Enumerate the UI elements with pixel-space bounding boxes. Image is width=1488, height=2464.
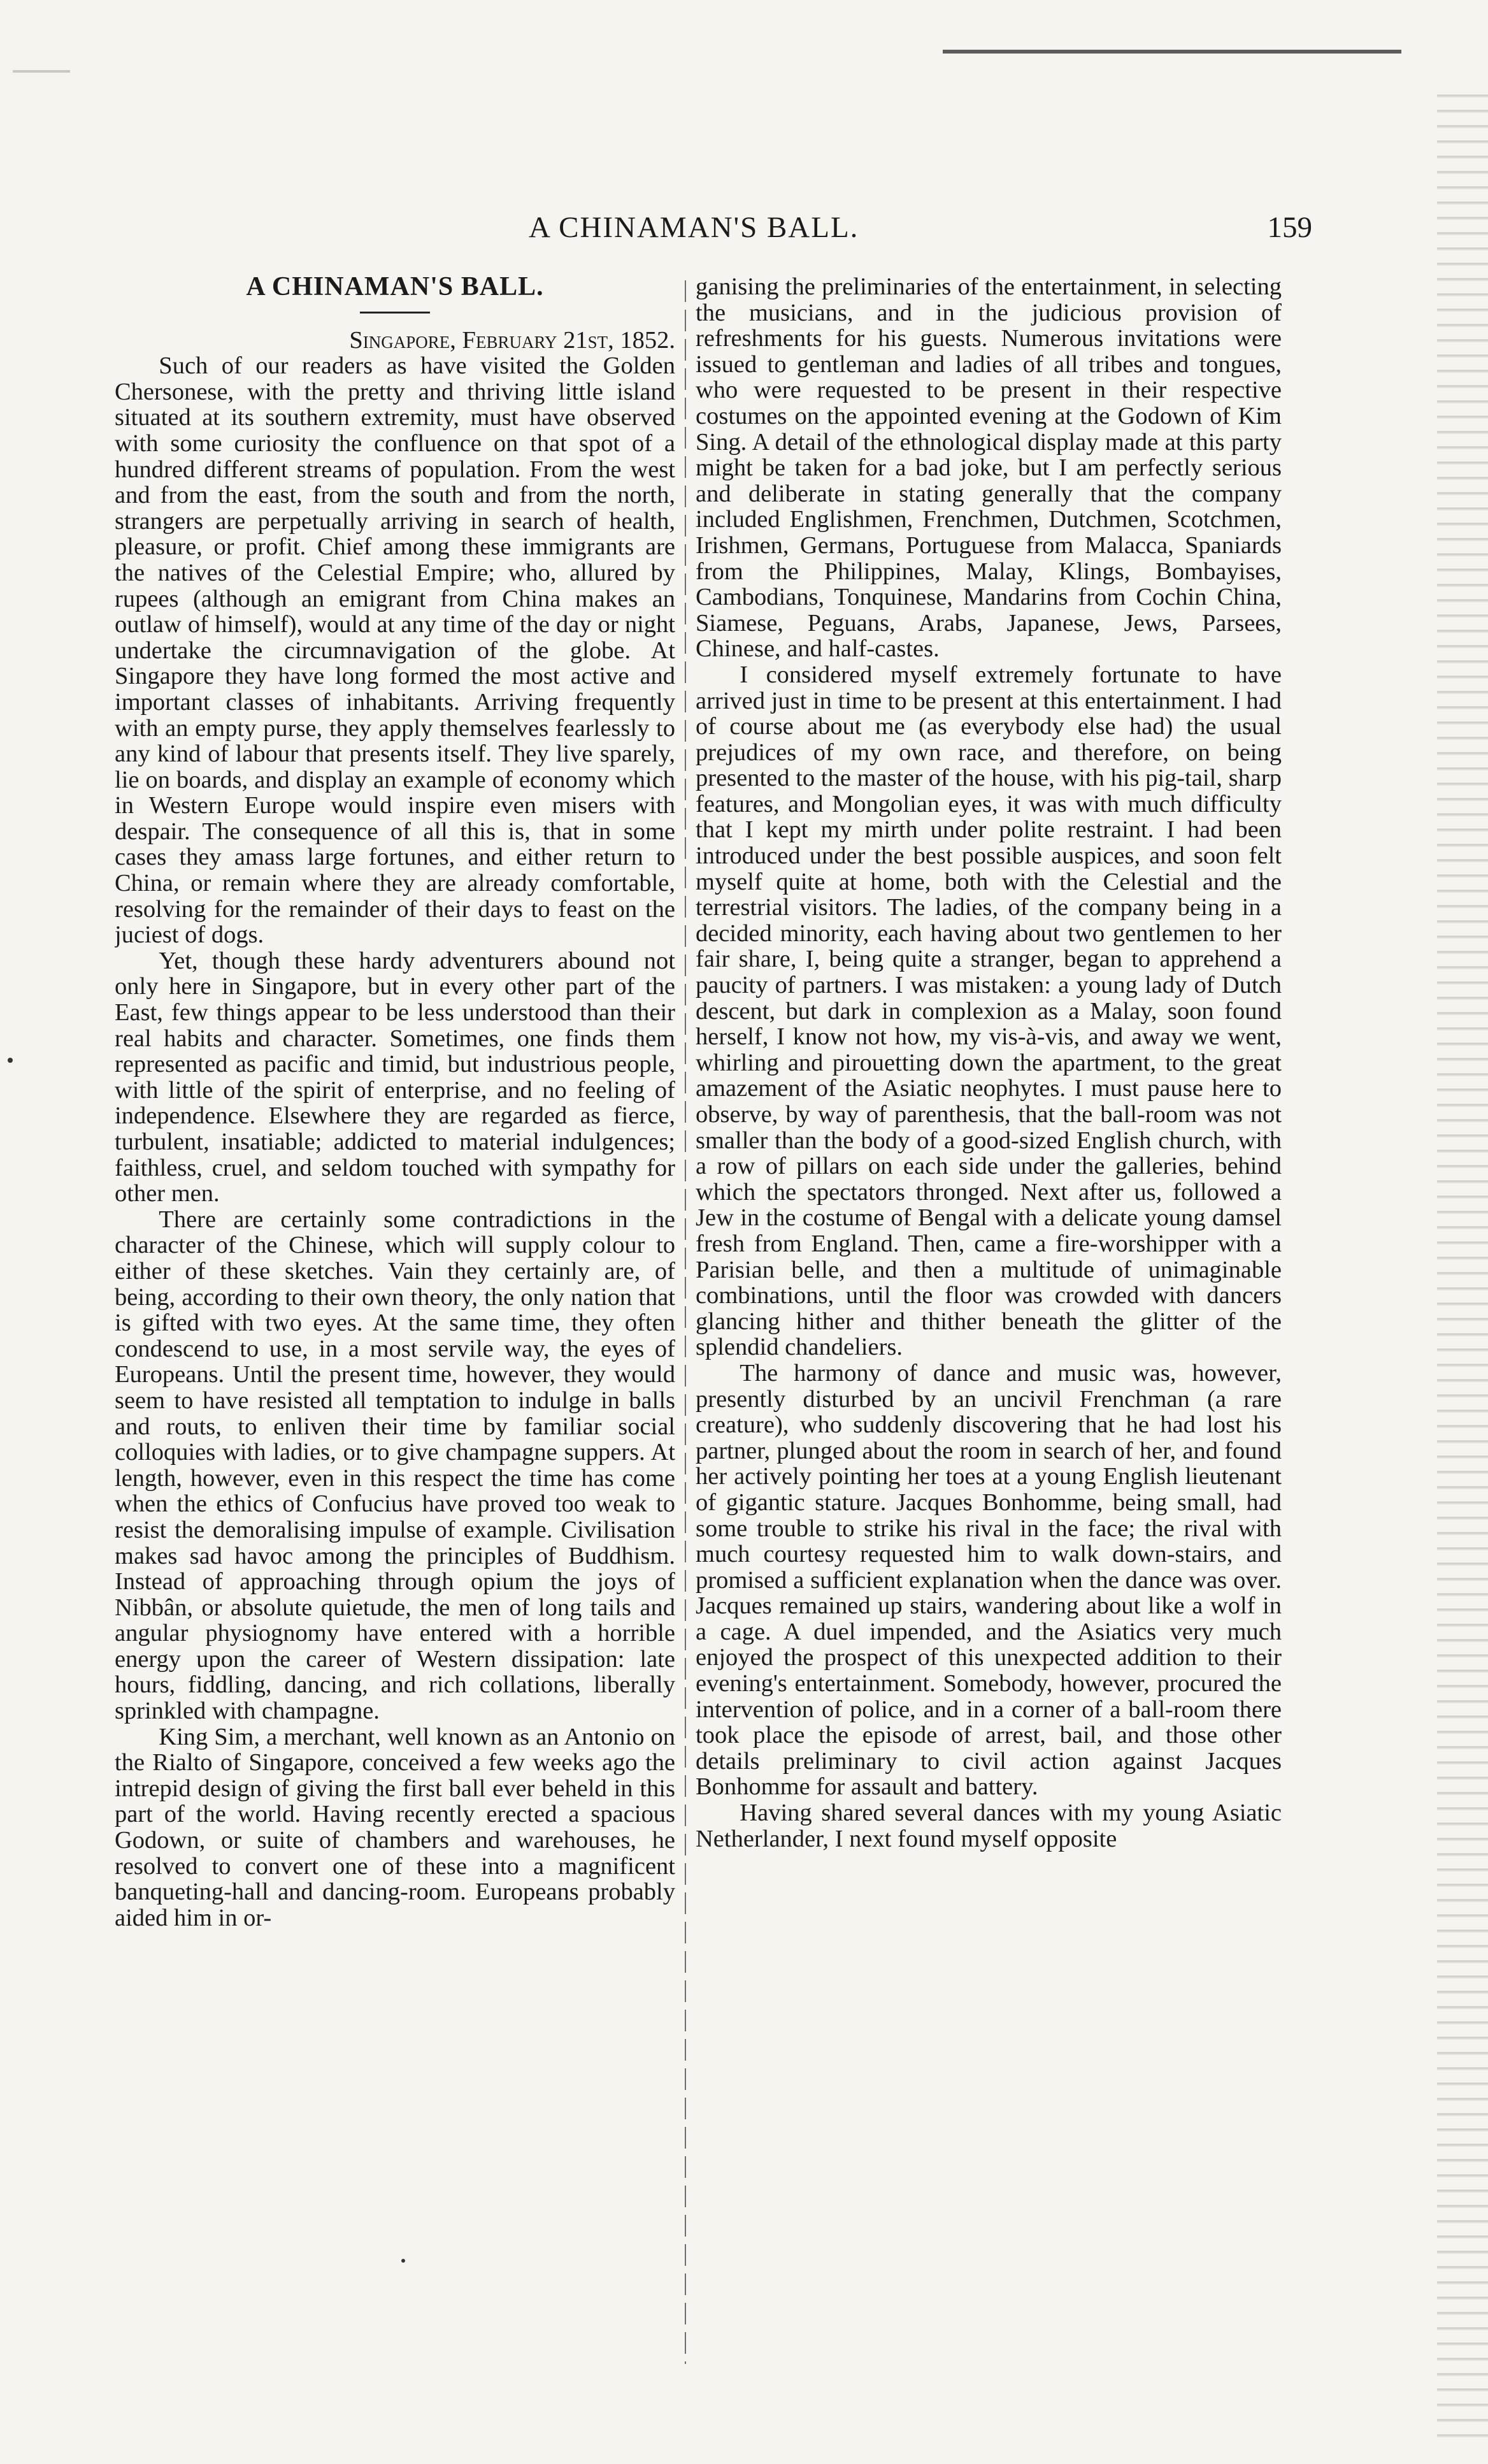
paragraph: There are certainly some contradictions in the character of the Chinese, which will supply colour to either of these sketches. Vain they certainly are, of being, according to their own theory, the only nation that is gifted with two eyes. At the same time, they often condescend to use, in a most servile way, the eyes of Europeans. Until the present time, however, they would seem to have resisted all temptation to indulge in balls and routs, to enliven their time by familiar social colloquies with ladies, or to give champagne suppers. At length, however, even in this respect the time has come when the ethics of Confucius have proved too weak to resist the demoralising impulse of example. Civilisation makes sad havoc among the principles of Buddhism. Instead of approaching through opium the joys of Nibbân, or absolute quietude, the men of long tails and angular physiognomy have entered with a horrible energy upon the career of Western dissipation: late hours, fiddling, dancing, and rich collations, liberally sprinkled with champagne. xyxy=(115,1206,675,1725)
running-head xyxy=(115,210,1312,255)
left-column xyxy=(115,274,675,2415)
scan-rule-mark xyxy=(943,50,1401,54)
right-column xyxy=(696,274,1282,2415)
scan-speck xyxy=(13,70,70,73)
paragraph: The harmony of dance and music was, however, presently disturbed by an uncivil Frenchman (a rare creature), who suddenly discovering that he had lost his partner, plunged about the room in search of her, and found her actively pointing her toes at a young English lieutenant of gigantic stature. Jacques Bonhomme, being small, had some trouble to strike his rival in the face; the rival with much courtesy requested him to walk down-stairs, and promised a sufficient explanation when the dance was over. Jacques remained up stairs, wandering about like a wolf in a cage. A duel impended, and the Asiatics very much enjoyed the prospect of this unexpected addition to their evening's entertainment. Somebody, however, procured the intervention of police, and in a corner of a ball-room there took place the episode of arrest, bail, and those other details preliminary to civil action against Jacques Bonhomme for assault and battery. xyxy=(696,1359,1282,1801)
paragraph-continued: ganising the preliminaries of the entertainment, in selecting the musicians, and in the judicious provision of refreshments for his guests. Numerous invitations were issued to gentleman and ladies of all tribes and tongues, who were requested to be present in their respective costumes on the appointed evening at the Godown of Kim Sing. A detail of the ethnological display made at this party might be taken for a bad joke, but I am perfectly serious and deliberate in stating generally that the company included Englishmen, Frenchmen, Dutchmen, Scotchmen, Irishmen, Germans, Portuguese from Malacca, Spaniards from the Philippines, Malay, Klings, Bombayises, Cambodians, Tonquinese, Mandarins from Cochin China, Siamese, Peguans, Arabs, Japanese, Jews, Parsees, Chinese, and half-castes. xyxy=(696,274,1282,663)
paragraph: Having shared several dances with my young Asiatic Netherlander, I next found myself opposite xyxy=(696,1799,1282,1852)
paragraph: King Sim, a merchant, well known as an Antonio on the Rialto of Singapore, conceived a few weeks ago the intrepid design of giving the first ball ever beheld in this part of the world. Having recently erected a spacious Godown, or suite of chambers and warehouses, he resolved to convert one of these into a magnificent banqueting-hall and dancing-room. Europeans probably aided him in or- xyxy=(115,1723,675,1931)
paragraph: I considered myself extremely fortunate to have arrived just in time to be present at this entertainment. I had of course about me (as everybody else had) the usual prejudices of my own race, and therefore, on being presented to the master of the house, with his pig-tail, sharp features, and Mongolian eyes, it was with much difficulty that I kept my mirth under polite restraint. I had been introduced under the best possible auspices, and soon felt myself quite at home, both with the Celestial and the terrestrial visitors. The ladies, of the company being in a decided minority, each having about two gentlemen to her fair share, I, being quite a stranger, began to apprehend a paucity of partners. I was mistaken: a young lady of Dutch descent, but dark in complexion as a Malay, soon found herself, I know not how, my vis-à-vis, and away we went, whirling and pirouetting down the apartment, to the great amazement of the Asiatic neophytes. I must pause here to observe, by way of parenthesis, that the ball-room was not smaller than the body of a good-sized English church, with a row of pillars on each side under the galleries, behind which the spectators thronged. Next after us, followed a Jew in the costume of Bengal with a delicate young damsel fresh from England. Then, came a fire-worshipper with a Parisian belle, and then a multitude of unimaginable combinations, until the floor was crowded with dancers glancing hither and thither beneath the glitter of the splendid chandeliers. xyxy=(696,661,1282,1361)
dateline: Singapore, February 21st, 1852. xyxy=(349,326,675,354)
page-edge-shadow xyxy=(1437,83,1488,2440)
paragraph: Such of our readers as have visited the Golden Chersonese, with the pretty and thriving little island situated at its southern extremity, must have observed with some curiosity the confluence on that spot of a hundred different streams of population. From the west and from the east, from the south and from the north, strangers are perpetually arriving in search of health, pleasure, or profit. Chief among these immigrants are the natives of the Celestial Empire; who, allured by rupees (although an emigrant from China makes an outlaw of himself), would at any time of the day or night undertake the circumnavigation of the globe. At Singapore they have long formed the most active and important classes of inhabitants. Arriving frequently with an empty purse, they apply themselves fearlessly to any kind of labour that presents itself. They live sparely, lie on boards, and display an example of economy which in Western Europe would inspire even misers with despair. The consequence of all this is, that in some cases they amass large fortunes, and either return to China, or remain where they are already comfortable, resolving for the remainder of their days to feast on the juciest of dogs. xyxy=(115,352,675,949)
page-number: 159 xyxy=(1267,211,1312,244)
title-rule xyxy=(360,312,430,313)
paragraph: Yet, though these hardy adventurers abound not only here in Singapore, but in every other part of the East, few things appear to be less understood than their real habits and character. Sometimes, one finds them represented as pacific and timid, but industrious people, with little of the spirit of enterprise, and no feeling of independence. Elsewhere they are regarded as fierce, turbulent, insatiable; addicted to material indulgences; faithless, cruel, and seldom touched with sympathy for other men. xyxy=(115,947,675,1207)
article-title: A CHINAMAN'S BALL. xyxy=(246,274,544,301)
running-head-title: A CHINAMAN'S BALL. xyxy=(529,211,859,244)
margin-mark xyxy=(401,2259,405,2263)
margin-mark xyxy=(8,1058,13,1063)
column-divider xyxy=(685,280,686,2364)
